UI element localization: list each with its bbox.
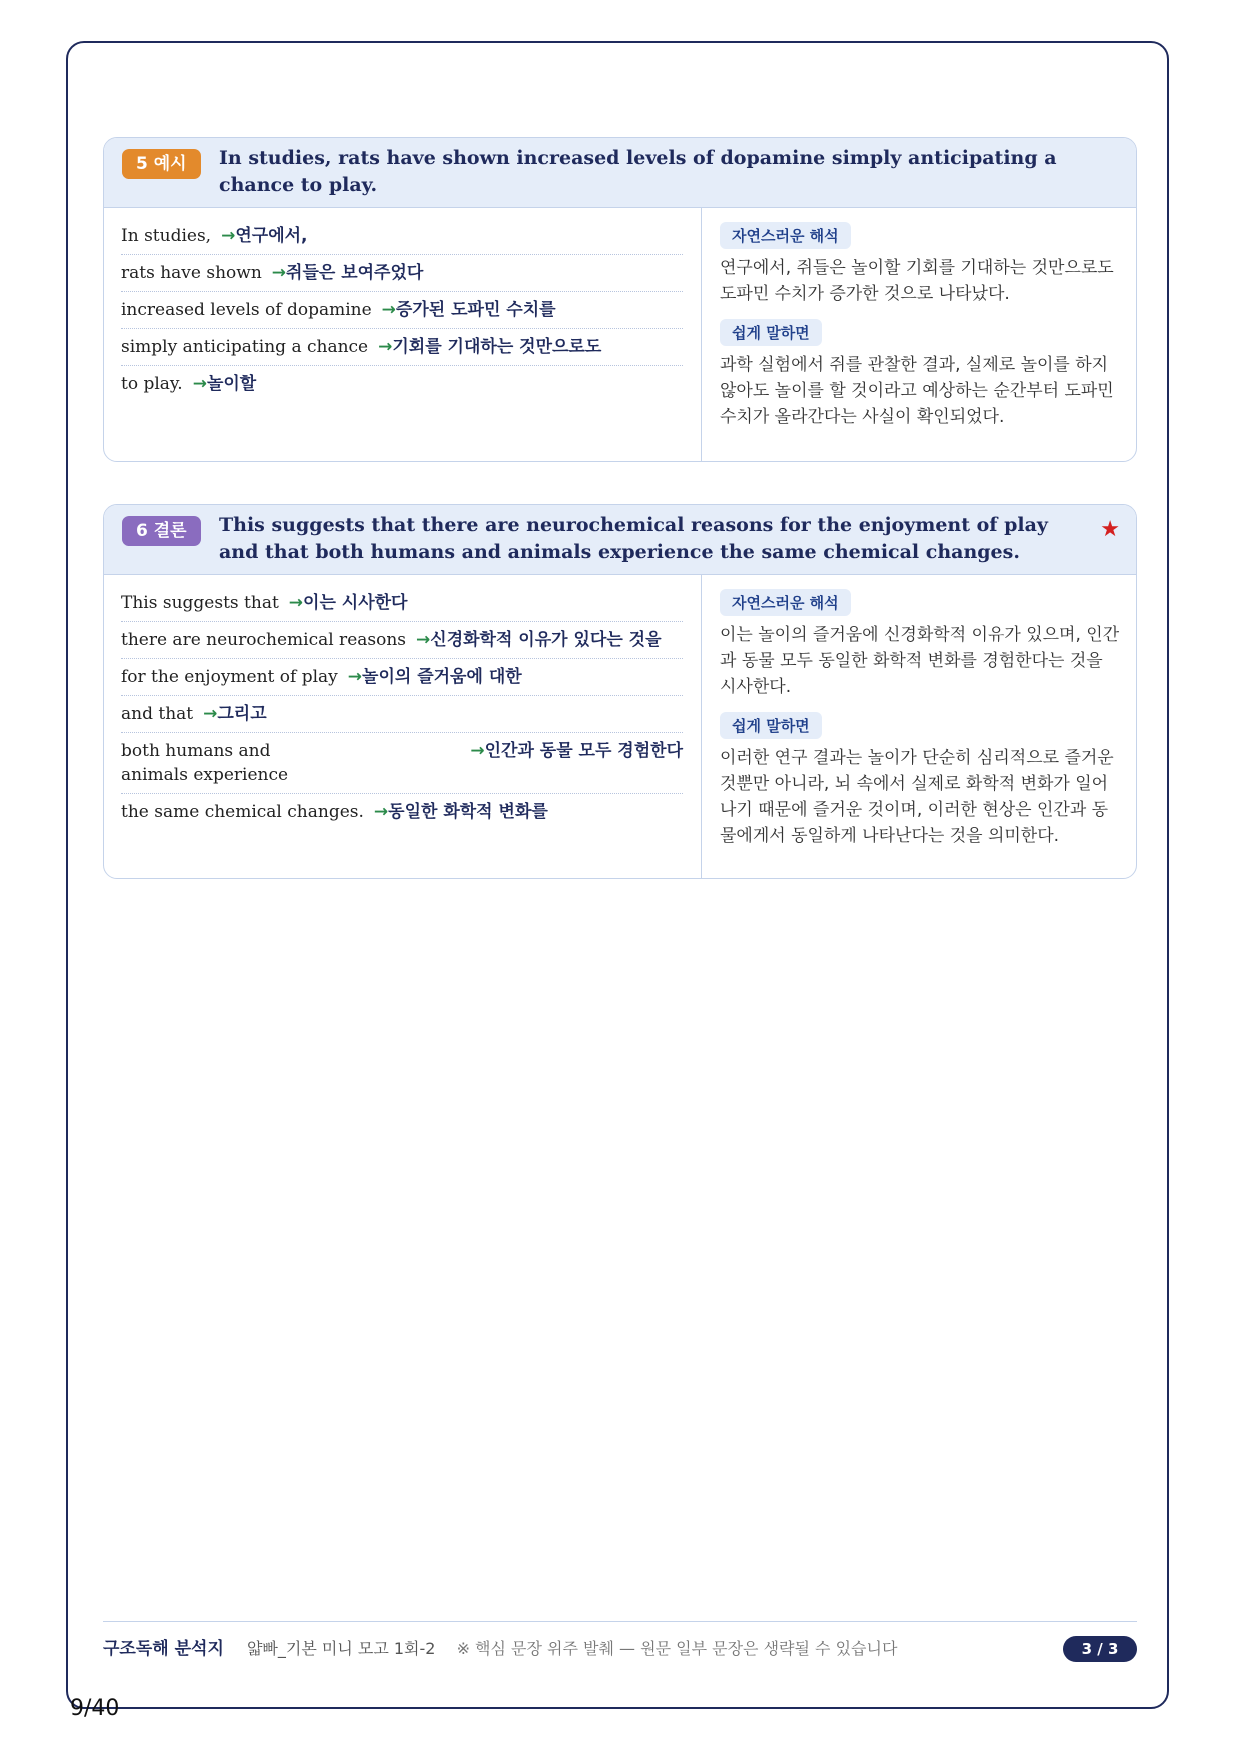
chunk-english: rats have shown [121, 263, 262, 283]
arrow-icon: → [347, 667, 363, 687]
footer-divider [103, 1621, 1137, 1622]
chunk-korean: →증가된 도파민 수치를 [381, 300, 556, 320]
easy-explanation-tag: 쉽게 말하면 [720, 319, 822, 346]
chunk-english: to play. [121, 374, 183, 394]
chunk-row [121, 622, 683, 659]
chunk-english: both humans and animals experience [121, 741, 289, 785]
interpretation-panel [703, 208, 1136, 461]
chunk-english: and that [121, 704, 194, 724]
chunk-korean: →기회를 기대하는 것만으로도 [378, 337, 602, 357]
chunk-korean: →이는 시사한다 [288, 593, 408, 613]
chunk-row [121, 366, 683, 402]
chunk-english: there are neurochemical reasons [121, 630, 407, 650]
chunk-english: This suggests that [121, 593, 279, 613]
page-footer [103, 1634, 1137, 1664]
chunk-korean: →놀이의 즐거움에 대한 [347, 667, 522, 687]
chunk-korean: →인간과 동물 모두 경험한다 [470, 741, 683, 761]
star-icon: ★ [1100, 517, 1120, 542]
card-header [104, 138, 1136, 208]
arrow-icon: → [192, 374, 207, 394]
chunk-english: In studies, [121, 226, 212, 246]
chunk-translation-list [104, 575, 702, 878]
arrow-icon: → [373, 802, 389, 822]
chunk-english: for the enjoyment of play [121, 667, 338, 687]
original-sentence: This suggests that there are neurochemical reasons for the enjoyment of play and that both humans and animals experience the same chemical changes. [219, 514, 1048, 563]
chunk-translation-list [104, 208, 702, 461]
chunk-row [121, 218, 683, 255]
natural-translation: 이는 놀이의 즐거움에 신경화학적 이유가 있으며, 인간과 동물 모두 동일한 화학적 변화를 경험한다는 것을 시사한다. [720, 625, 1120, 697]
chunk-row [121, 696, 683, 733]
arrow-icon: → [470, 741, 485, 761]
chunk-row [121, 329, 683, 366]
easy-explanation: 과학 실험에서 쥐를 관찰한 결과, 실제로 놀이를 하지 않아도 놀이를 할 것이라고 예상하는 순간부터 도파민 수치가 올라간다는 사실이 확인되었다. [720, 355, 1114, 427]
chunk-row [121, 585, 683, 622]
footer-title: 구조독해 분석지 [103, 1639, 224, 1659]
sentence-card-6 [103, 504, 1137, 879]
chunk-korean: →신경화학적 이유가 있다는 것을 [416, 630, 662, 650]
chunk-korean: →연구에서, [221, 226, 308, 246]
chunk-row [121, 659, 683, 696]
easy-explanation-tag: 쉽게 말하면 [720, 712, 822, 739]
interpretation-panel [703, 575, 1136, 878]
chunk-korean: →그리고 [203, 704, 267, 724]
sentence-card-5 [103, 137, 1137, 462]
page-counter: 9/40 [70, 1696, 120, 1721]
footer-note: ※ 핵심 문장 위주 발췌 — 원문 일부 문장은 생략될 수 있습니다 [456, 1639, 898, 1658]
arrow-icon: → [203, 704, 218, 724]
chunk-row [121, 292, 683, 329]
arrow-icon: → [221, 226, 236, 246]
arrow-icon: → [416, 630, 431, 650]
sentence-badge: 6 결론 [122, 516, 201, 546]
card-header [104, 505, 1136, 575]
natural-translation-tag: 자연스러운 해석 [720, 222, 851, 249]
chunk-korean: →동일한 화학적 변화를 [373, 802, 548, 822]
original-sentence: In studies, rats have shown increased levels of dopamine simply anticipating a chance to play. [219, 147, 1057, 196]
chunk-english: increased levels of dopamine [121, 300, 372, 320]
arrow-icon: → [288, 593, 304, 613]
easy-explanation: 이러한 연구 결과는 놀이가 단순히 심리적으로 즐거운 것뿐만 아니라, 뇌 속에서 실제로 화학적 변화가 일어나기 때문에 즐거운 것이며, 이러한 현상은 인간과 동물에게서 동일하게 나타난다는 것을 의미한다. [720, 748, 1114, 846]
chunk-row [121, 255, 683, 292]
natural-translation: 연구에서, 쥐들은 놀이할 기회를 기대하는 것만으로도 도파민 수치가 증가한 것으로 나타났다. [720, 258, 1114, 304]
sentence-badge: 5 예시 [122, 149, 201, 179]
chunk-english: the same chemical changes. [121, 802, 364, 822]
arrow-icon: → [378, 337, 393, 357]
arrow-icon: → [381, 300, 396, 320]
arrow-icon: → [271, 263, 287, 283]
page-number-badge: 3 / 3 [1063, 1636, 1137, 1662]
natural-translation-tag: 자연스러운 해석 [720, 589, 851, 616]
chunk-korean: →놀이할 [192, 374, 257, 394]
footer-subtitle: 얇빠_기본 미니 모고 1회-2 [246, 1639, 436, 1658]
chunk-korean: →쥐들은 보여주었다 [271, 263, 424, 283]
chunk-row [121, 733, 683, 794]
chunk-row [121, 794, 683, 830]
chunk-english: simply anticipating a chance [121, 337, 369, 357]
